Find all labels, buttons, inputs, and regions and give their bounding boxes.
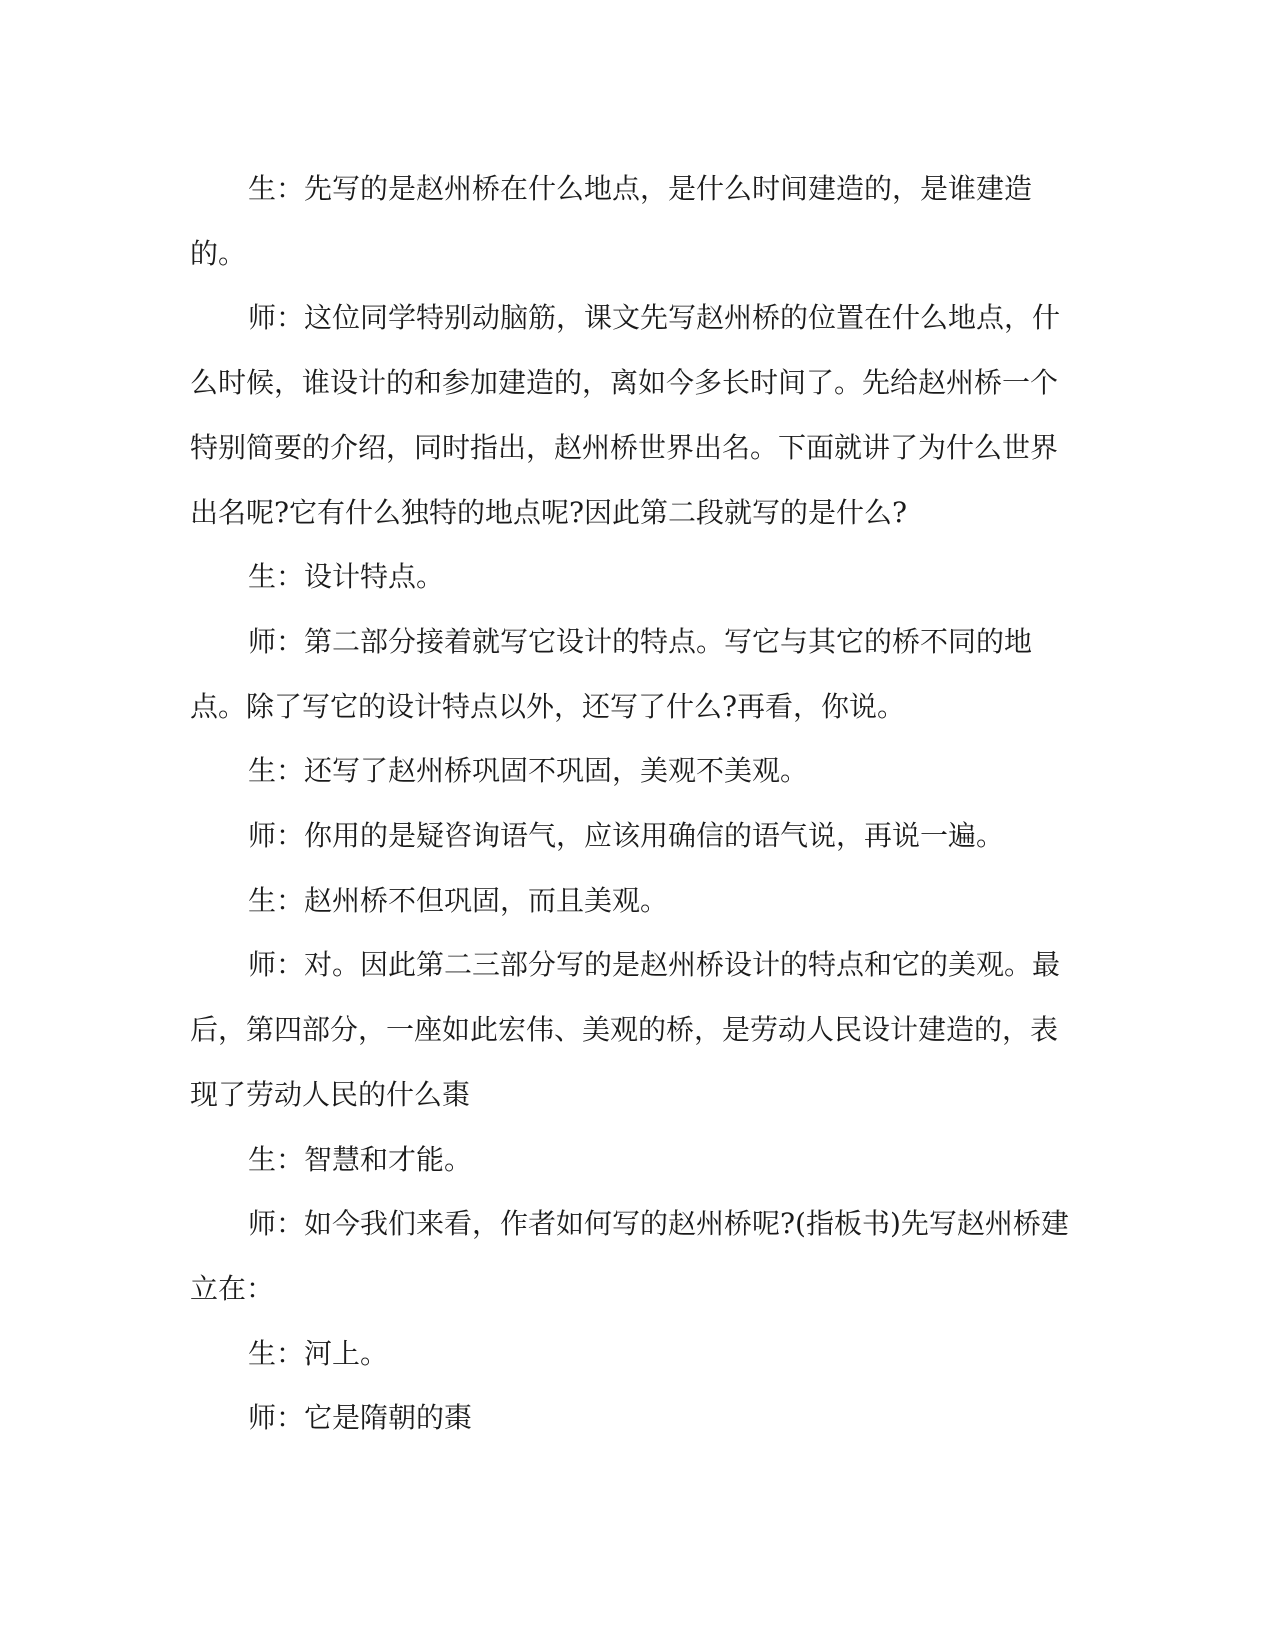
speaker-label: 生：	[248, 1336, 305, 1370]
dialogue-text: 还写了赵州桥巩固不巩固，美观不美观。	[304, 754, 809, 788]
speaker-label: 生：	[248, 1142, 305, 1176]
dialogue-text: 河上。	[304, 1336, 389, 1370]
dialogue-text: 它是隋朝的棗	[304, 1401, 473, 1435]
dialogue-paragraph	[190, 157, 1080, 286]
dialogue-text: 先写的是赵州桥在什么地点，是什么时间建造的，是谁建造的。	[190, 172, 1033, 270]
speaker-label: 师：	[248, 819, 305, 853]
dialogue-text: 如今我们来看，作者如何写的赵州桥呢?(指板书)先写赵州桥建立在：	[190, 1207, 1069, 1305]
dialogue-paragraph	[190, 804, 1080, 869]
dialogue-paragraph	[190, 933, 1080, 1127]
speaker-label: 生：	[248, 883, 305, 917]
dialogue-text: 赵州桥不但巩固，而且美观。	[304, 883, 669, 917]
dialogue-paragraph	[190, 610, 1080, 739]
dialogue-paragraph	[190, 869, 1080, 934]
dialogue-text: 智慧和才能。	[304, 1142, 473, 1176]
dialogue-paragraph	[190, 1128, 1080, 1193]
dialogue-paragraph	[190, 1322, 1080, 1387]
speaker-label: 师：	[248, 301, 305, 335]
dialogue-text: 第二部分接着就写它设计的特点。写它与其它的桥不同的地点。除了写它的设计特点以外，还写了什么?再看，你说。	[190, 624, 1033, 723]
dialogue-text: 对。因此第二三部分写的是赵州桥设计的特点和它的美观。最后，第四部分，一座如此宏伟、美观的桥，是劳动人民设计建造的，表现了劳动人民的什么棗	[190, 948, 1061, 1111]
dialogue-paragraph	[190, 1192, 1080, 1321]
speaker-label: 生：	[248, 754, 305, 788]
dialogue-text: 设计特点。	[304, 560, 445, 594]
dialogue-text: 你用的是疑咨询语气，应该用确信的语气说，再说一遍。	[304, 819, 1005, 853]
speaker-label: 师：	[248, 624, 305, 658]
speaker-label: 生：	[248, 560, 305, 594]
speaker-label: 生：	[248, 172, 305, 205]
speaker-label: 师：	[248, 1401, 305, 1435]
dialogue-text: 这位同学特别动脑筋，课文先写赵州桥的位置在什么地点，什么时候，谁设计的和参加建造的，离如今多长时间了。先给赵州桥一个特别简要的介绍，同时指出，赵州桥世界出名。下面就讲了为什么世界出名呢?它有什么独特的地点呢?因此第二段就写的是什么?	[190, 301, 1061, 529]
document-page	[190, 157, 1080, 1451]
speaker-label: 师：	[248, 948, 305, 982]
dialogue-paragraph	[190, 286, 1080, 545]
speaker-label: 师：	[248, 1207, 305, 1241]
dialogue-paragraph	[190, 545, 1080, 610]
dialogue-paragraph	[190, 1386, 1080, 1451]
dialogue-paragraph	[190, 739, 1080, 804]
